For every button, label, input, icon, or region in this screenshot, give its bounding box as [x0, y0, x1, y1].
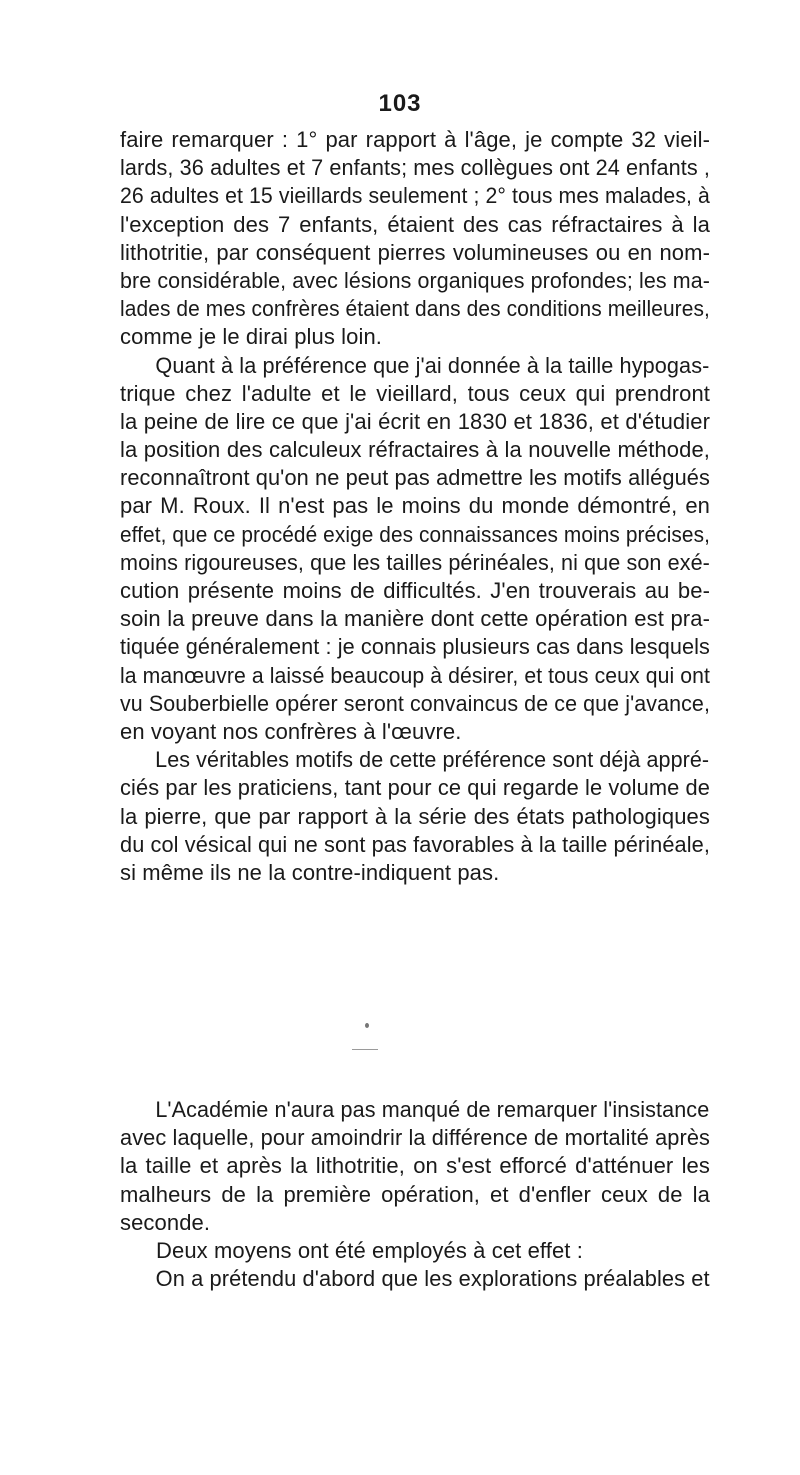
text-line: si même ils ne la contre-indiquent pas. [120, 859, 500, 885]
text-line: par M. Roux. Il n'est pas le moins du monde démontré, en [120, 493, 710, 519]
ink-speck [365, 1023, 369, 1028]
text-line: cution présente moins de difficultés. J'en trouverais au be- [120, 578, 710, 603]
text-line: bre considérable, avec lésions organiques profondes; les ma- [120, 267, 710, 293]
text-line: Deux moyens ont été employés à cet effet : [156, 1237, 583, 1263]
text-line: lades de mes confrères étaient dans des conditions meilleures, [120, 296, 710, 322]
text-line: effet, que ce procédé exige des connaissances moins précises, [120, 521, 710, 547]
main-text [120, 126, 710, 887]
text-line: On a prétendu d'abord que les explorations préalables et [155, 1266, 710, 1292]
text-line: faire remarquer : 1° par rapport à l'âge, je compte 32 vieil- [120, 127, 710, 152]
text-line: en voyant nos confrères à l'œuvre. [120, 718, 462, 744]
text-line: tiquée généralement : je connais plusieurs cas dans lesquels [120, 634, 710, 660]
text-line: la peine de lire ce que j'ai écrit en 1830 et 1836, et d'étudier [120, 408, 710, 434]
text-line: Les véritables motifs de cette préférence sont déjà appré- [155, 747, 710, 773]
section-separator [352, 1049, 378, 1050]
text-line: la manœuvre a laissé beaucoup à désirer, et tous ceux qui ont [120, 662, 711, 688]
text-line: la pierre, que par rapport à la série des états pathologiques [120, 803, 710, 829]
text-line: L'Académie n'aura pas manqué de remarquer l'insistance [155, 1097, 710, 1122]
text-line: moins rigoureuses, que les tailles périnéales, ni que son exé- [120, 549, 710, 575]
text-line: trique chez l'adulte et le vieillard, tous ceux qui prendront [120, 380, 710, 406]
text-line: Quant à la préférence que j'ai donnée à la taille hypogas- [155, 352, 710, 378]
text-line: du col vésical qui ne sont pas favorables à la taille périnéale, [120, 831, 710, 857]
text-line: lards, 36 adultes et 7 enfants; mes collègues ont 24 enfants , [120, 155, 711, 181]
text-line: la taille et après la lithotritie, on s'est efforcé d'atténuer les [120, 1153, 710, 1179]
text-line: seconde. [120, 1209, 211, 1235]
main-text-continued [120, 1096, 710, 1293]
text-line: malheurs de la première opération, et d'enfler ceux de la [120, 1181, 710, 1207]
text-line: vu Souberbielle opérer seront convaincus de ce que j'avance, [120, 690, 711, 716]
page-number: 103 [378, 90, 422, 117]
text-line: 26 adultes et 15 vieillards seulement ; 2° tous mes malades, à [120, 183, 710, 209]
text-line: la position des calculeux réfractaires à la nouvelle méthode, [120, 437, 710, 463]
text-line: ciés par les praticiens, tant pour ce qui regarde le volume de [120, 775, 711, 801]
text-line: comme je le dirai plus loin. [120, 324, 383, 350]
text-line: reconnaîtront qu'on ne peut pas admettre les motifs allégués [120, 465, 710, 491]
text-line: l'exception des 7 enfants, étaient des cas réfractaires à la [120, 211, 710, 237]
text-line: avec laquelle, pour amoindrir la différence de mortalité après [120, 1125, 711, 1151]
text-line: soin la preuve dans la manière dont cette opération est pra- [120, 606, 710, 632]
text-line: lithotritie, par conséquent pierres volumineuses ou en nom- [120, 239, 710, 265]
